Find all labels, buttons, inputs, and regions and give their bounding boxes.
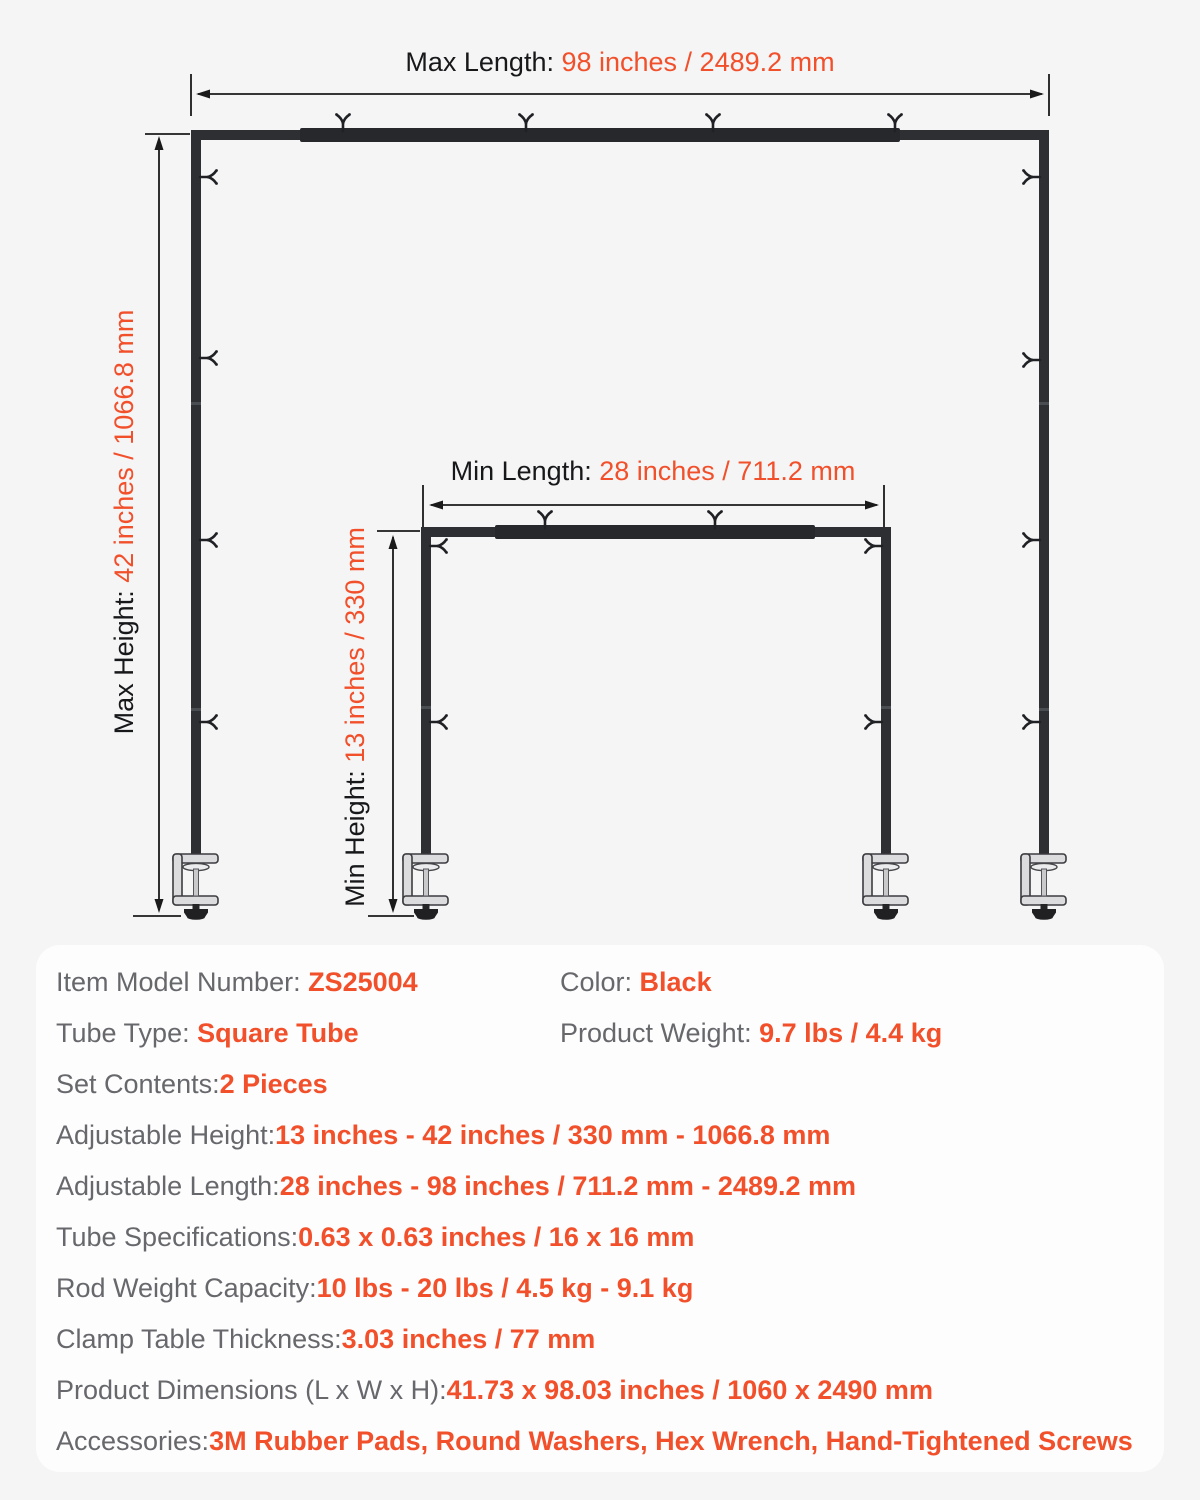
min-height-label [337, 477, 373, 957]
spec-label: Tube Specifications: [56, 1222, 299, 1252]
spec-value: 28 inches - 98 inches / 711.2 mm - 2489.2 mm [279, 1171, 857, 1201]
curtain-hook [200, 169, 218, 185]
spec-value: 9.7 lbs / 4.4 kg [759, 1018, 943, 1048]
spec-value: 10 lbs - 20 lbs / 4.5 kg - 9.1 kg [316, 1273, 694, 1303]
spec-item-color [560, 967, 1154, 998]
spec-value: Black [639, 967, 712, 997]
small-frame [403, 510, 908, 920]
spec-item-tube-specifications [56, 1212, 1154, 1263]
max-height-label-text: Max Height: [109, 582, 139, 735]
spec-value: 3.03 inches / 77 mm [341, 1324, 596, 1354]
min-height-label-text: Min Height: [340, 762, 370, 907]
arrowhead [389, 899, 398, 913]
spec-label: Color: [560, 967, 640, 997]
spec-item-set-contents [56, 1059, 1154, 1110]
spec-value: 2 Pieces [219, 1069, 328, 1099]
spec-panel [36, 945, 1164, 1472]
curtain-hook [864, 714, 882, 730]
spec-value: 3M Rubber Pads, Round Washers, Hex Wrench, Hand-Tightened Screws [209, 1426, 1133, 1456]
table-clamp [863, 844, 908, 920]
spec-item-model [56, 967, 560, 998]
spec-item-rod-weight-capacity [56, 1263, 1154, 1314]
dimension-min-length [423, 485, 884, 527]
curtain-hook [200, 350, 218, 366]
min-length-label-text: Min Length: [450, 456, 600, 486]
curtain-hook [430, 538, 448, 554]
curtain-hook [430, 714, 448, 730]
spec-label: Product Weight: [560, 1018, 760, 1048]
arrowhead [155, 899, 164, 913]
max-height-label [106, 222, 142, 822]
spec-label: Adjustable Length: [56, 1171, 280, 1201]
curtain-hook [200, 714, 218, 730]
spec-item-accessories [56, 1416, 1154, 1467]
curtain-hook [1022, 532, 1040, 548]
max-length-label-text: Max Length: [405, 47, 562, 77]
arrowhead [429, 501, 443, 510]
spec-value: 0.63 x 0.63 inches / 16 x 16 mm [298, 1222, 695, 1252]
spec-row [56, 1008, 1154, 1059]
dimension-max-length [191, 74, 1049, 116]
arrowhead [1030, 90, 1044, 99]
spec-label: Tube Type: [56, 1018, 198, 1048]
spec-row [56, 957, 1154, 1008]
curtain-hook [1022, 714, 1040, 730]
spec-label: Product Dimensions (L x W x H): [56, 1375, 447, 1405]
spec-item-clamp-table-thickness [56, 1314, 1154, 1365]
curtain-hook [864, 538, 882, 554]
table-clamp [1021, 844, 1066, 920]
table-clamp [173, 844, 218, 920]
arrowhead [865, 501, 879, 510]
arrowhead [196, 90, 210, 99]
arrowhead [389, 535, 398, 549]
spec-value: Square Tube [197, 1018, 359, 1048]
min-length-label [353, 453, 953, 489]
spec-item-weight [560, 1018, 1154, 1049]
table-clamp [403, 844, 448, 920]
spec-item-adjustable-length [56, 1161, 1154, 1212]
spec-value: 13 inches - 42 inches / 330 mm - 1066.8 mm [275, 1120, 831, 1150]
spec-label: Clamp Table Thickness: [56, 1324, 342, 1354]
curtain-hook [1022, 169, 1040, 185]
spec-label: Set Contents: [56, 1069, 220, 1099]
spec-item-product-dimensions [56, 1365, 1154, 1416]
large-frame [173, 113, 1066, 920]
spec-label: Accessories: [56, 1426, 210, 1456]
spec-value: ZS25004 [308, 967, 418, 997]
curtain-hook [200, 532, 218, 548]
spec-label: Rod Weight Capacity: [56, 1273, 317, 1303]
spec-item-adjustable-height [56, 1110, 1154, 1161]
spec-label: Item Model Number: [56, 967, 309, 997]
min-height-value: 13 inches / 330 mm [340, 527, 370, 763]
spec-label: Adjustable Height: [56, 1120, 276, 1150]
max-length-label [320, 44, 920, 80]
min-length-value: 28 inches / 711.2 mm [599, 456, 856, 486]
max-length-value: 98 inches / 2489.2 mm [561, 47, 835, 77]
max-height-value: 42 inches / 1066.8 mm [109, 309, 139, 583]
arrowhead [155, 136, 164, 150]
spec-value: 41.73 x 98.03 inches / 1060 x 2490 mm [446, 1375, 933, 1405]
spec-item-tube-type [56, 1018, 560, 1049]
curtain-hook [1022, 352, 1040, 368]
